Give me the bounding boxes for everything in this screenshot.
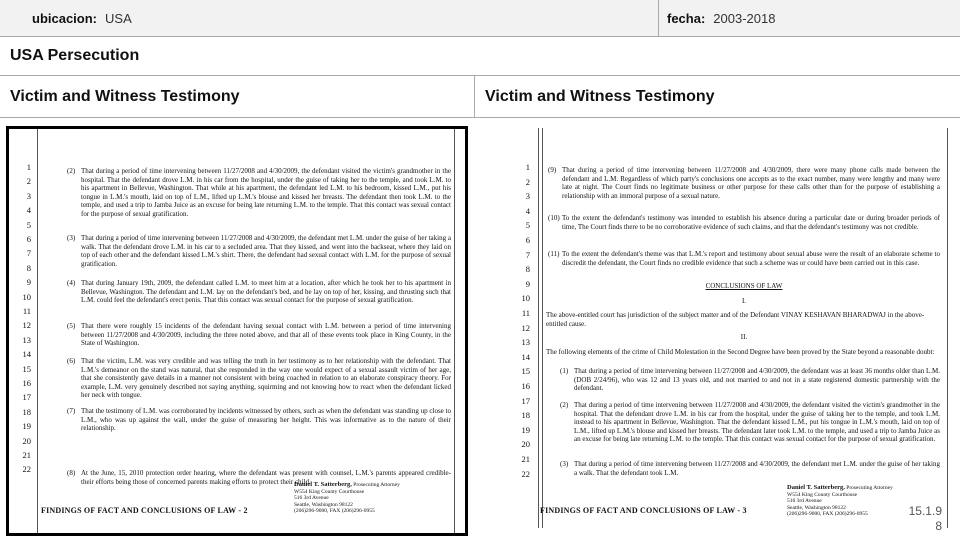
line-number: 9 (525, 278, 530, 289)
paragraph-text: At the June, 15, 2010 protection order hearing, where the defendant was present with counsel, L.M.'s parents appeared credible- their efforts being those of concerned parents making efforts to protect their child. (81, 469, 451, 486)
paragraph-number: (8) (67, 469, 76, 477)
line-number: 6 (525, 235, 530, 245)
line-number: 3 (525, 191, 530, 202)
paragraph-number: (3) (67, 234, 76, 242)
signature-line: 516 3rd Avenue (294, 495, 329, 501)
page-title: USA Persecution (0, 37, 960, 76)
line-number: 10 (22, 291, 31, 302)
right-column-heading: Victim and Witness Testimony (485, 87, 715, 105)
line-number: 9 (26, 277, 31, 288)
signature-line: Seattle, Washington 98122 (294, 501, 353, 508)
left-margin-line (538, 128, 539, 528)
roman-two: II. (740, 333, 748, 341)
left-margin-line (37, 129, 38, 533)
line-number: 13 (521, 337, 530, 348)
paragraph-number: (3) (560, 460, 569, 468)
location-label: ubicacion: (32, 10, 98, 26)
signature-role: Prosecuting Attorney (353, 482, 400, 488)
signature-line: (206)296-9000, FAX (206)296-0955 (294, 508, 375, 514)
paragraph-text: That the testimony of L.M. was corroborated by incidents witnessed by others, such as when the defendant was standing up close to L.M., who was up against the wall, under the guise of measuring her height. This was informative as to the nature of their relationship. (81, 407, 451, 432)
metadata-header (0, 0, 960, 37)
left-document-page (6, 126, 468, 536)
line-number: 19 (521, 424, 530, 435)
paragraph-text: To the extent the defendant's theme was that L.M.'s report and testimony about sexual abuse were the result of an elaborate scheme to discredit the defendant, the Court finds no credible evidence that such a scheme was or could have been carried out in this case. (562, 250, 940, 267)
numbered-paragraph (548, 250, 940, 267)
line-number: 12 (22, 320, 31, 331)
paragraph-text: That during a period of time intervening between 11/27/2008 and 4/30/2009, the defendant met L.M. under the guise of her taking a walk. That the defendant took L.M. (574, 460, 940, 477)
roman-one: I. (741, 297, 747, 305)
line-number: 7 (525, 249, 530, 260)
line-number: 1 (26, 162, 31, 172)
slide-number (909, 504, 942, 534)
signature-block (787, 485, 893, 518)
paragraph-text: That during a period of time intervening between 11/27/2008 and 4/30/2009, there were many phone calls made between the defendant and L.M. Regardless of which party's conclusions one accepts as to the exact number, many were lengthy and many were late at night. The Court finds no legitimate business or other purpose for these calls other than for the purpose of establishing a relationship with an immoral purpose of a sexual nature. (562, 166, 940, 200)
document-footer: FINDINGS OF FACT AND CONCLUSIONS OF LAW - 2 (41, 506, 248, 515)
paragraph-number: (11) (548, 250, 560, 258)
line-number: 15 (521, 366, 530, 377)
slide-number-line-2: 8 (935, 519, 942, 533)
numbered-paragraph (548, 166, 940, 200)
paragraph-text: That during January 19th, 2009, the defendant called L.M. to meet him at a location, after which he took her to his apartment in Bellevue, Washington. The defendant and L.M. lay on the defendant's bed, and he lay on top of her, kissing, and thrusting such that L.M. could feel the defendant's erect penis. That this contact was sexual contact for the purpose of sexual gratification. (81, 279, 451, 304)
line-number: 11 (521, 308, 530, 318)
line-number: 21 (521, 454, 530, 464)
numbered-paragraph (560, 460, 940, 477)
paragraph-text: That the victim, L.M. was very credible and was telling the truth in her testimony as to her relationship with the defendant. That L.M.'s demeanor on the stand was natural, that she responded in the way one would expect of a sexual assault victim of her age, that she consistently gave details in a manner not consistent with being coached in relation to an elaborate conspiracy theory. For example, L.M. very genuinely described not saying anything, squirming and not knowing how to react when the defendant licked her neck with tongue. (81, 357, 451, 399)
line-number: 14 (22, 349, 31, 360)
line-number: 19 (22, 421, 31, 432)
line-number: 7 (26, 248, 31, 259)
signature-line: (206)296-9000, FAX (206)296-0955 (787, 511, 868, 517)
paragraph-number: (4) (67, 279, 76, 287)
line-number: 3 (26, 190, 31, 201)
right-margin-line (454, 129, 455, 533)
numbered-paragraph (67, 279, 451, 305)
line-number: 1 (525, 162, 530, 172)
paragraph-text: To the extent the defendant's testimony was intended to establish his absence during a particular date or during broader periods of time, The Court finds there to be no corroborative evidence of such claims, and that the defendant's testimony was not credible. (562, 214, 940, 231)
line-number: 4 (525, 205, 530, 216)
line-number: 10 (521, 293, 530, 304)
signature-line: Seattle, Washington 98122 (787, 504, 846, 511)
paragraph-number: (10) (548, 214, 560, 222)
signature-name: Daniel T. Satterberg, (294, 481, 352, 488)
elements-text: The following elements of the crime of Child Molestation in the Second Degree have been proved by the State beyond a reasonable doubt: (546, 348, 935, 356)
numbered-paragraph (67, 322, 451, 348)
document-footer: FINDINGS OF FACT AND CONCLUSIONS OF LAW - 3 (540, 506, 747, 515)
line-number: 22 (22, 464, 31, 475)
line-number: 4 (26, 205, 31, 216)
line-number: 20 (521, 439, 530, 450)
paragraph-number: (1) (560, 367, 569, 375)
conclusions-heading: CONCLUSIONS OF LAW (705, 282, 783, 290)
signature-line: W554 King County Courthouse (787, 491, 858, 498)
numbered-paragraph (560, 401, 940, 444)
paragraph-number: (5) (67, 322, 76, 330)
line-number: 20 (22, 435, 31, 446)
location-cell (0, 0, 659, 36)
paragraph-number: (9) (548, 166, 557, 174)
date-value: 2003-2018 (713, 10, 776, 26)
line-number: 21 (22, 450, 31, 460)
paragraph-text: That during a period of time intervening between 11/27/2008 and 4/30/2009, the defendant met L.M. under the guise of her taking a walk. That the defendant drove L.M. in his car to a secluded area. That they kissed, and went into the backseat, where they laid on top of each other and the defendant kissed L.M.'s shirt. There, the defendant had sexual contact with L.M. for the purpose of sexual gratification. (81, 234, 451, 268)
paragraph-text: That during a period of time intervening between 11/27/2008 and 4/30/2009, the defendant visited the victim's grandmother in the hospital. That the defendant drove L.M. in his car from the hospital, under the guise of taking her to the temple, and took L.M. instead to his apartment in Bellevue, Washington. That the defendant kissed L.M., put his tongue in L.M.'s mouth, laid on top of L.M., lifted up L.M.'s blouse and kissed her breasts. The defendant later took L.M. to the temple, and used a trip to Jamba Juice as an excuse for being late returning L.M. to the temple. That this contact was sexual contact for the purpose of sexual gratification. (574, 401, 940, 443)
date-cell (659, 0, 960, 36)
line-number: 8 (26, 262, 31, 273)
numbered-paragraph (548, 214, 940, 231)
line-number: 2 (26, 176, 31, 187)
line-number: 17 (22, 392, 31, 403)
left-column-heading: Victim and Witness Testimony (0, 76, 475, 117)
paragraph-text: That during a period of time intervening between 11/27/2008 and 4/30/2009, the defendant visited the victim's grandmother in the hospital. That the defendant drove L.M. in his car from the hospital, under the guise of taking her to the temple, and took L.M. to his apartment in Bellevue, Washington. That while at his apartment, the defendant led L.M. to his bedroom, kissed L.M., put his tongue in L.M.'s mouth, laid on top of L.M., lifted up L.M.'s blouse and kissed her breasts. The defendant then took L.M. to the temple, and used a trip to Jamba Juice as an excuse for being late returning L.M. to the temple. That this contact was sexual contact for the purpose of sexual gratification. (81, 167, 451, 218)
column-headings (0, 76, 960, 118)
signature-block (294, 482, 400, 515)
paragraph-text: That there were roughly 15 incidents of the defendant having sexual contact with L.M. between a period of time intervening between 11/27/2008 and 4/30/2009, including the three noted above, and that all of these events took place in King County, in the State of Washington. (81, 322, 451, 347)
signature-line: 516 3rd Avenue (787, 498, 822, 504)
signature-role: Prosecuting Attorney (846, 485, 893, 491)
line-number: 18 (521, 410, 530, 421)
line-number: 18 (22, 406, 31, 417)
signature-name: Daniel T. Satterberg, (787, 484, 845, 491)
left-margin-line-double (542, 128, 543, 528)
line-number: 15 (22, 363, 31, 374)
numbered-paragraph (560, 367, 940, 393)
line-number: 16 (521, 381, 530, 391)
line-number: 13 (22, 334, 31, 345)
line-number: 6 (26, 234, 31, 244)
numbered-paragraph (67, 234, 451, 268)
date-label: fecha: (667, 10, 706, 26)
line-number: 8 (525, 264, 530, 275)
numbered-paragraph (67, 167, 451, 218)
paragraph-number: (6) (67, 357, 76, 365)
line-number: 22 (521, 468, 530, 479)
line-number: 16 (22, 378, 31, 388)
slide-number-line-1: 15.1.9 (908, 504, 942, 518)
line-number: 2 (525, 176, 530, 187)
line-number: 12 (521, 322, 530, 333)
paragraph-number: (2) (67, 167, 76, 175)
line-number: 11 (22, 306, 31, 316)
line-number: 14 (521, 351, 530, 362)
numbered-paragraph (67, 407, 451, 433)
location-value: USA (105, 10, 132, 26)
line-number: 5 (525, 220, 530, 231)
jurisdiction-text: The above-entitled court has jurisdiction of the subject matter and of the Defendant VINAY KESHAVAN BHARADWAJ in the above-entitled cause. (546, 311, 925, 328)
line-number: 17 (521, 395, 530, 406)
right-document-page (482, 128, 954, 528)
paragraph-text: That during a period of time intervening between 11/27/2008 and 4/30/2009, the defendant was at least 36 months older than L.M. (DOB 2/24/96), who was 12 and 13 years old, and not married to and not in a state registered domestic partnership with the defendant. (574, 367, 940, 392)
paragraph-number: (7) (67, 407, 76, 415)
numbered-paragraph (67, 357, 451, 400)
paragraph-number: (2) (560, 401, 569, 409)
line-number: 5 (26, 219, 31, 230)
right-margin-line (947, 128, 948, 528)
signature-line: W554 King County Courthouse (294, 488, 365, 495)
